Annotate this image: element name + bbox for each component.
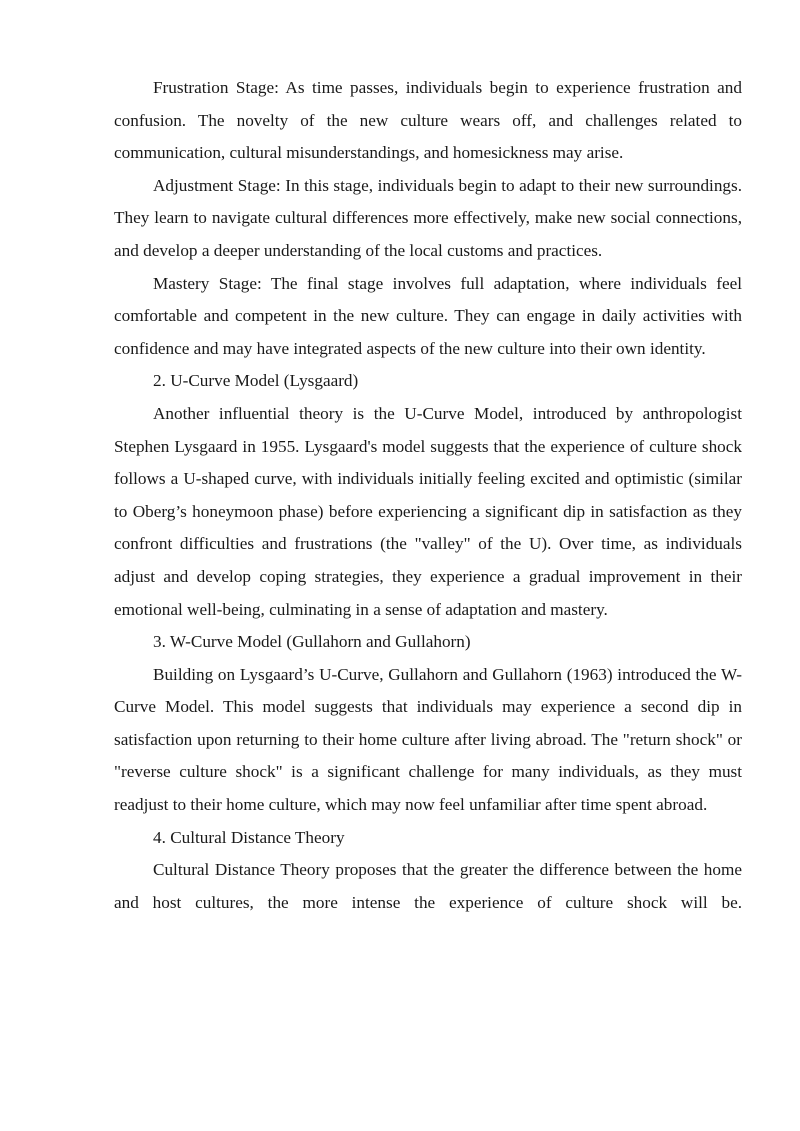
paragraph-frustration-stage: Frustration Stage: As time passes, individuals begin to experience frustration and confusion. The novelty of the new culture wears off, and challenges related to communication, cultural misunderstandings, and homesickness may arise.: [114, 78, 742, 163]
section-heading-w-curve: 3. W-Curve Model (Gullahorn and Gullahorn): [153, 632, 471, 652]
document-body: [114, 72, 742, 919]
section-heading-u-curve: 2. U-Curve Model (Lysgaard): [153, 371, 359, 391]
paragraph-w-curve-model: Building on Lysgaard’s U-Curve, Gullahorn and Gullahorn (1963) introduced the W-Curve Model. This model suggests that individuals may experience a second dip in satisfaction upon returning to their home culture after living abroad. The "return shock" or "reverse culture shock" is a significant challenge for many individuals, as they must readjust to their home culture, which may now feel unfamiliar after time spent abroad.: [114, 664, 742, 815]
paragraph-cultural-distance: Cultural Distance Theory proposes that the greater the difference between the home and host cultures, the more intense the experience of culture shock will be.: [114, 860, 742, 912]
paragraph-adjustment-stage: Adjustment Stage: In this stage, individuals begin to adapt to their new surroundings. They learn to navigate cultural differences more effectively, make new social connections, and develop a deeper understanding of the local customs and practices.: [114, 175, 742, 260]
paragraph-mastery-stage: Mastery Stage: The final stage involves full adaptation, where individuals feel comfortable and competent in the new culture. They can engage in daily activities with confidence and may have integrated aspects of the new culture into their own identity.: [114, 273, 742, 358]
paragraph-u-curve-model: Another influential theory is the U-Curve Model, introduced by anthropologist Stephen Lysgaard in 1955. Lysgaard's model suggests that the experience of culture shock follows a U-shaped curve, with individuals initially feeling excited and optimistic (similar to Oberg’s honeymoon phase) before experiencing a significant dip in satisfaction as they confront difficulties and frustrations (the "valley" of the U). Over time, as individuals adjust and develop coping strategies, they experience a gradual improvement in their emotional well-being, culminating in a sense of adaptation and mastery.: [114, 403, 742, 619]
section-heading-cultural-distance: 4. Cultural Distance Theory: [153, 827, 345, 847]
